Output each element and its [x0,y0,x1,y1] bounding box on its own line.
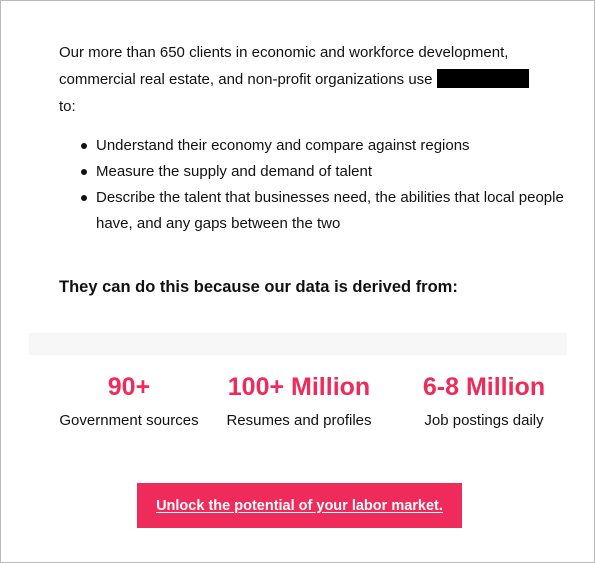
redacted-company-name [437,69,529,88]
cta-link[interactable]: Unlock the potential of your labor market. [156,497,443,514]
cta-button[interactable] [137,483,462,528]
intro-line-2: commercial real estate, and non-profit organizations use [59,71,433,88]
benefits-list [59,133,566,237]
data-sources-heading: They can do this because our data is derived from: [59,278,458,296]
intro-line-1: Our more than 650 clients in economic and workforce development, [59,44,509,61]
list-item: Measure the supply and demand of talent [96,159,566,185]
intro-paragraph [59,39,549,120]
stat-value: 100+ Million [227,373,371,401]
stat-government-sources [39,371,219,431]
list-item: Understand their economy and compare against regions [96,133,566,159]
intro-line-3: to: [59,98,76,115]
stat-value: 90+ [107,373,151,401]
list-item: Describe the talent that businesses need, the abilities that local people have, and any gaps between the two [96,185,566,237]
stat-job-postings [394,371,574,431]
stat-label: Government sources [59,412,199,429]
stat-label: Job postings daily [424,412,544,429]
stat-resumes-profiles [209,371,389,431]
stat-value: 6-8 Million [422,373,546,401]
stats-divider-band [29,333,567,355]
stat-label: Resumes and profiles [226,412,372,429]
